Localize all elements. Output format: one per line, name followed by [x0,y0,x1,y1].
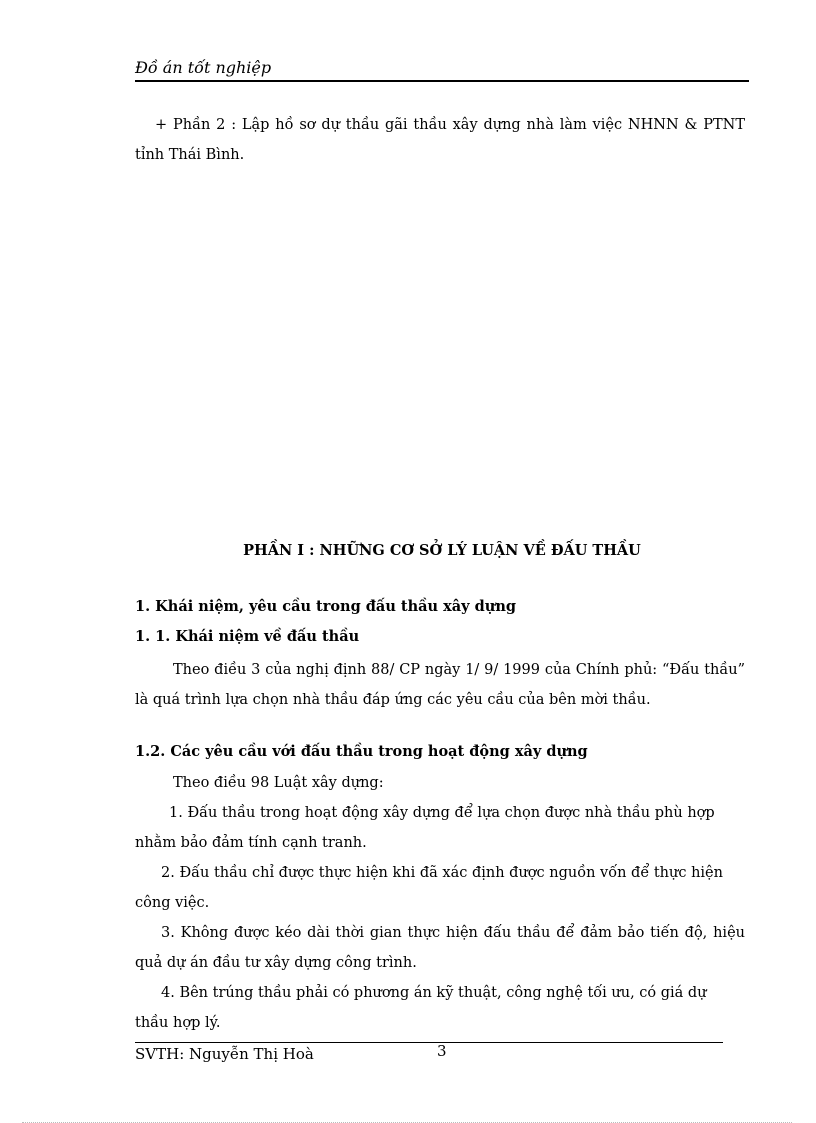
page-number: 3 [437,1042,447,1060]
list-item: 3. Không được kéo dài thời gian thực hiện đấu thầu để đảm bảo tiến độ, hiệu quả dự án đầu tư xây dựng công trình. [135,925,745,971]
section-1-2-title: 1.2. Các yêu cầu với đấu thầu trong hoạt động xây dựng [135,743,588,760]
header-divider [135,80,749,82]
section-1-2-intro: Theo điều 98 Luật xây dựng: [173,775,384,791]
section-1-1-title: 1. 1. Khái niệm về đấu thầu [135,628,360,645]
footer-author: SVTH: Nguyễn Thị Hoà [135,1045,314,1063]
list-item: 1. Đấu thầu trong hoạt động xây dựng để lựa chọn được nhà thầu phù hợp nhằm bảo đảm tính cạnh tranh. [135,805,715,851]
list-item: 2. Đấu thầu chỉ được thực hiện khi đã xác định được nguồn vốn để thực hiện công việc. [135,865,723,911]
intro-paragraph: + Phần 2 : Lập hồ sơ dự thầu gãi thầu xây dựng nhà làm việc NHNN & PTNT tỉnh Thái Bình. [135,117,745,163]
section-1-1-text: Theo điều 3 của nghị định 88/ CP ngày 1/ 9/ 1999 của Chính phủ: “Đấu thầu” là quá trình lựa chọn nhà thầu đáp ứng các yêu cầu của bên mời thầu. [135,662,745,708]
footer-divider [135,1042,723,1043]
list-item: 4. Bên trúng thầu phải có phương án kỹ thuật, công nghệ tối ưu, có giá dự thầu hợp lý. [135,985,707,1031]
part-heading: PHẦN I : NHỮNG CƠ SỞ LÝ LUẬN VỀ ĐẤU THẦU [243,542,641,559]
section-1-title: 1. Khái niệm, yêu cầu trong đấu thầu xây dựng [135,598,517,615]
header-title: Đồ án tốt nghiệp [135,58,272,77]
